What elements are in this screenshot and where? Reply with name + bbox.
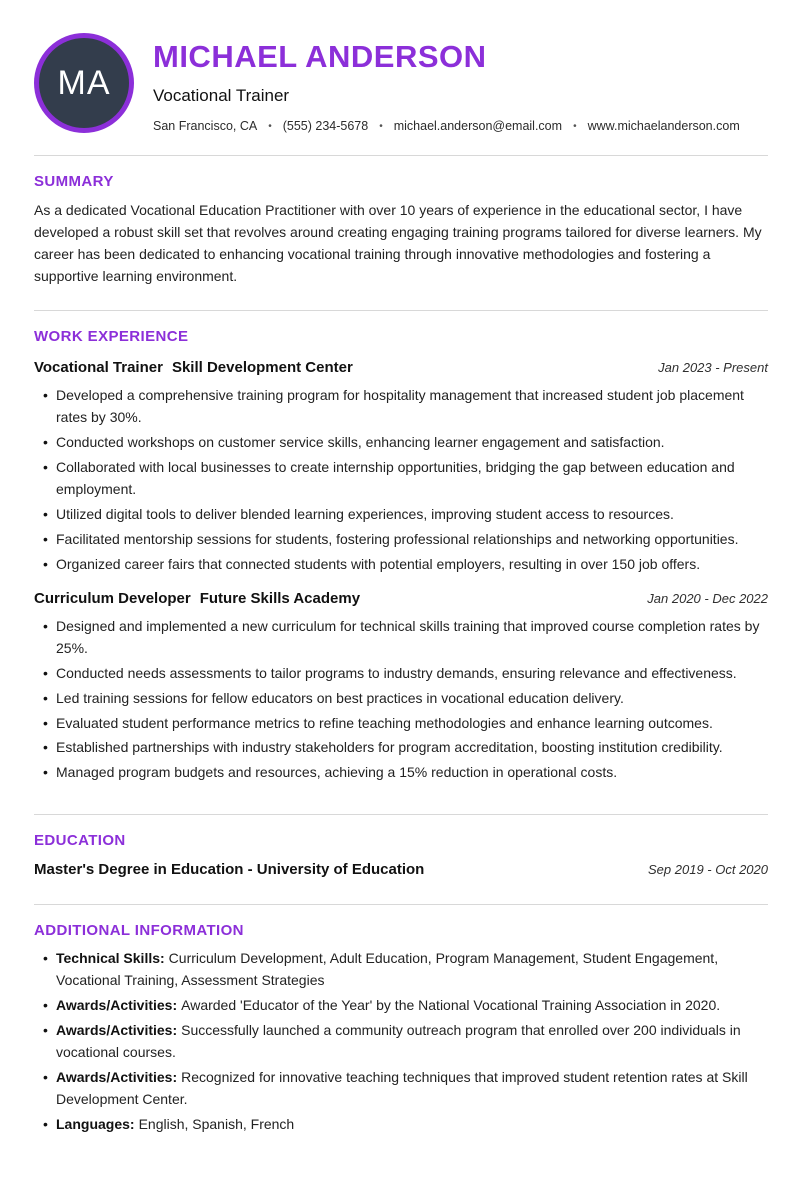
bullet-item: • Managed program budgets and resources, achieving a 15% reduction in operational costs. [34, 762, 768, 784]
item-label: Awards/Activities: [56, 1069, 178, 1086]
item-text: Recognized for innovative teaching techniques that improved student retention rates at Skill Development Center. [56, 1069, 748, 1108]
bullet-item: • Organized career fairs that connected students with potential employers, resulting in over 150 job offers. [34, 554, 768, 576]
job-entry [34, 359, 768, 576]
contact-row [153, 119, 740, 133]
contact-email: michael.anderson@email.com [393, 119, 563, 133]
job-title-line [34, 590, 360, 607]
section-divider [34, 814, 768, 815]
job-title-line [34, 359, 353, 376]
list-item [34, 948, 768, 992]
item-label: Awards/Activities: [56, 1022, 178, 1039]
education-section [34, 832, 768, 878]
bullet-item: • Led training sessions for fellow educators on best practices in vocational education delivery. [34, 688, 768, 710]
job-header [34, 359, 768, 376]
section-divider [34, 904, 768, 905]
item-text: Curriculum Development, Adult Education, Program Management, Student Engagement, Vocational Training, Assessment Strategies [56, 950, 719, 989]
education-degree: Master's Degree in Education - University of Education [34, 861, 425, 879]
section-divider [34, 310, 768, 311]
job-dates: Jan 2023 - Present [658, 359, 768, 375]
bullet-item: • Utilized digital tools to deliver blended learning experiences, improving student access to resources. [34, 504, 768, 526]
job-dates: Jan 2020 - Dec 2022 [647, 590, 768, 606]
list-item [34, 1067, 768, 1111]
contact-separator-icon: • [268, 120, 272, 132]
list-item [34, 1020, 768, 1064]
list-item [34, 1114, 768, 1136]
item-label: Languages: [56, 1116, 135, 1133]
bullet-item: • Designed and implemented a new curriculum for technical skills training that improved course completion rates by 25%. [34, 616, 768, 660]
additional-information-section [34, 922, 768, 1136]
education-dates: Sep 2019 - Oct 2020 [648, 862, 768, 878]
item-text: English, Spanish, French [138, 1116, 295, 1133]
avatar [34, 33, 134, 133]
job-role: Vocational Trainer [34, 358, 163, 376]
avatar-initials: MA [57, 63, 111, 102]
bullet-item: • Conducted workshops on customer service skills, enhancing learner engagement and satisfaction. [34, 432, 768, 454]
summary-section [34, 173, 768, 288]
job-bullet-list [34, 385, 768, 576]
item-label: Awards/Activities: [56, 997, 178, 1014]
additional-information-heading: ADDITIONAL INFORMATION [34, 922, 244, 940]
header-job-title: Vocational Trainer [153, 86, 290, 105]
bullet-item: • Established partnerships with industry stakeholders for program accreditation, boosting institution credibility. [34, 737, 768, 759]
list-item [34, 995, 768, 1017]
name-heading: MICHAEL ANDERSON [153, 39, 487, 74]
job-header [34, 590, 768, 607]
resume-header [34, 33, 768, 133]
work-experience-section [34, 328, 768, 785]
bullet-item: • Conducted needs assessments to tailor programs to industry demands, ensuring relevance and effectiveness. [34, 663, 768, 685]
summary-text: As a dedicated Vocational Education Practitioner with over 10 years of experience in the educational sector, I have developed a robust skill set that revolves around creating engaging training programs tailored for diverse learners. My career has been dedicated to enhancing vocational training through innovative methodologies and fostering a supportive learning environment. [34, 202, 762, 284]
contact-website: www.michaelanderson.com [587, 119, 740, 133]
job-role: Curriculum Developer [34, 589, 191, 607]
job-company: Future Skills Academy [199, 589, 361, 607]
item-text: Successfully launched a community outreach program that enrolled over 200 individuals in vocational courses. [56, 1022, 741, 1061]
bullet-item: • Evaluated student performance metrics to refine teaching methodologies and enhance learning outcomes. [34, 713, 768, 735]
contact-location: San Francisco, CA [153, 119, 258, 133]
bullet-item: • Collaborated with local businesses to create internship opportunities, bridging the gap between education and employment. [34, 457, 768, 501]
item-label: Technical Skills: [56, 950, 165, 967]
job-company: Skill Development Center [171, 358, 353, 376]
education-entry [34, 861, 768, 878]
item-text: Awarded 'Educator of the Year' by the National Vocational Training Association in 2020. [181, 997, 721, 1014]
contact-separator-icon: • [573, 120, 577, 132]
education-heading: EDUCATION [34, 832, 126, 850]
section-divider [34, 155, 768, 156]
header-text [153, 33, 740, 133]
contact-phone: (555) 234-5678 [282, 119, 369, 133]
additional-information-list [34, 948, 768, 1136]
job-entry [34, 590, 768, 785]
contact-separator-icon: • [379, 120, 383, 132]
work-experience-heading: WORK EXPERIENCE [34, 327, 189, 345]
bullet-item: • Developed a comprehensive training program for hospitality management that increased student job placement rates by 30%. [34, 385, 768, 429]
summary-heading: SUMMARY [34, 173, 114, 190]
job-bullet-list [34, 616, 768, 785]
bullet-item: • Facilitated mentorship sessions for students, fostering professional relationships and networking opportunities. [34, 529, 768, 551]
